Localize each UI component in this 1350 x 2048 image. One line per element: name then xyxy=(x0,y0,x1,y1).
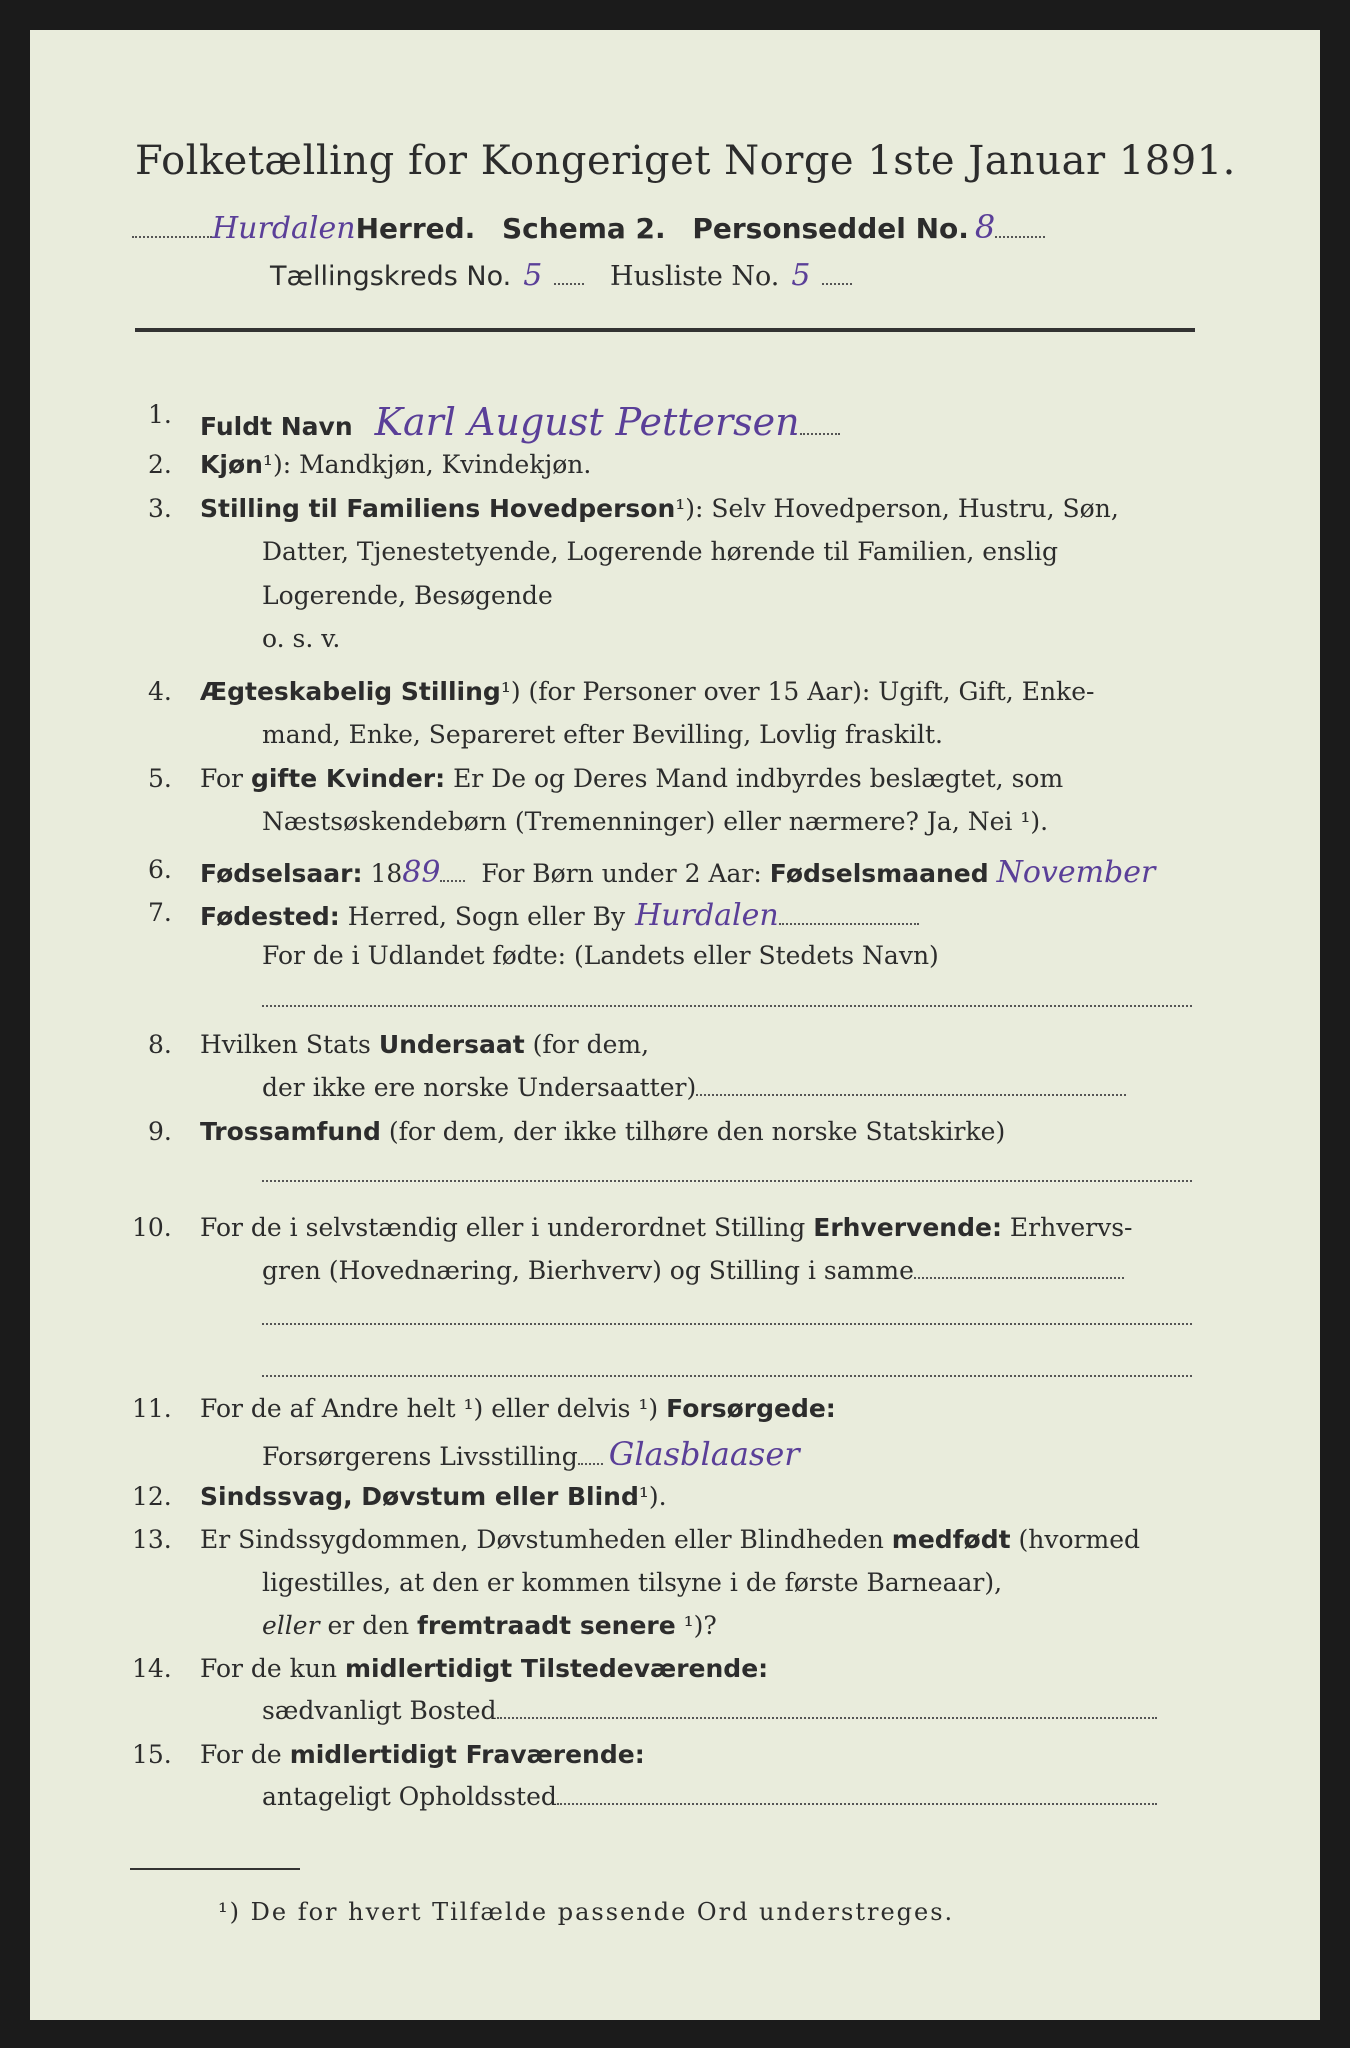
item-11-line-2-text: Forsørgerens Livsstilling xyxy=(262,1442,578,1471)
item-10-dotted-line-2 xyxy=(262,1375,1192,1377)
item-15-line-2-text: antageligt Opholdssted xyxy=(262,1782,557,1811)
item-13-text: Er Sindssygdommen, Døvstumheden eller Blindheden xyxy=(200,1525,884,1554)
item-6-number: 6. xyxy=(148,855,172,884)
item-4 xyxy=(200,677,1094,706)
item-12-text: ¹). xyxy=(638,1482,667,1511)
item-7-line-2: For de i Udlandet fødte: (Landets eller Stedets Navn) xyxy=(262,941,939,970)
item-8-line-2-text: der ikke ere norske Undersaatter) xyxy=(262,1073,697,1102)
item-3 xyxy=(200,494,1119,523)
item-10-number: 10. xyxy=(132,1213,172,1242)
footnote-rule xyxy=(130,1868,300,1870)
birth-year-handwritten: 89 xyxy=(402,855,441,890)
item-1-number: 1. xyxy=(148,400,172,429)
item-13-label: medfødt xyxy=(891,1525,1011,1554)
item-6 xyxy=(200,855,1155,890)
item-14-line-2 xyxy=(262,1696,1157,1725)
item-14-number: 14. xyxy=(132,1654,172,1683)
item-3-line-4: o. s. v. xyxy=(262,624,341,653)
form-title: Folketælling for Kongeriget Norge 1ste Januar 1891. xyxy=(135,138,1236,184)
item-15-text: For de xyxy=(200,1740,282,1769)
birthplace-handwritten: Hurdalen xyxy=(635,898,779,933)
kreds-label: Tællingskreds No. xyxy=(270,261,512,292)
item-6-label: Fødselsaar: xyxy=(200,859,363,888)
item-3-line-2: Datter, Tjenestetyende, Logerende hørende til Familien, enslig xyxy=(262,537,1059,566)
item-11-number: 11. xyxy=(132,1394,172,1423)
item-13-line-3-text: er den xyxy=(327,1611,410,1640)
item-1 xyxy=(200,400,840,444)
husliste-label: Husliste No. xyxy=(610,261,780,292)
item-4-label: Ægteskabelig Stilling xyxy=(200,677,501,706)
item-7-label: Fødested: xyxy=(200,902,340,931)
item-10 xyxy=(200,1213,1132,1242)
item-9 xyxy=(200,1117,1005,1146)
item-10-line-2-text: gren (Hovednæring, Bierhverv) og Stilling i samme xyxy=(262,1256,914,1285)
item-14-text: For de kun xyxy=(200,1654,338,1683)
personseddel-label: Personseddel No. xyxy=(692,212,969,245)
item-12-label: Sindssvag, Døvstum eller Blind xyxy=(200,1482,639,1511)
census-form xyxy=(30,30,1320,2020)
item-1-name-handwritten: Karl August Pettersen xyxy=(374,400,800,444)
item-8 xyxy=(200,1030,649,1059)
item-6-prefix: 18 xyxy=(370,859,403,888)
header-row-2 xyxy=(270,258,852,293)
header-row-1 xyxy=(132,208,1045,246)
item-9-number: 9. xyxy=(148,1117,172,1146)
item-7-dotted-line xyxy=(262,1005,1192,1007)
item-10-dotted-line-1 xyxy=(262,1323,1192,1325)
item-12 xyxy=(200,1482,667,1511)
schema-label: Schema 2. xyxy=(502,212,666,245)
item-9-dotted-line xyxy=(262,1180,1192,1182)
item-2-label: Kjøn xyxy=(200,450,263,479)
item-15-number: 15. xyxy=(132,1740,172,1769)
item-3-line-3: Logerende, Besøgende xyxy=(262,581,553,610)
item-5-lead: For xyxy=(200,764,243,793)
husliste-handwritten: 5 xyxy=(791,258,811,293)
item-3-number: 3. xyxy=(148,494,172,523)
item-14 xyxy=(200,1654,768,1683)
item-4-text: ¹) (for Personer over 15 Aar): Ugift, Gift, Enke- xyxy=(500,677,1095,706)
provider-occupation-handwritten: Glasblaaser xyxy=(608,1435,800,1473)
item-5-line-2: Næstsøskendebørn (Tremenninger) eller nærmere? Ja, Nei ¹). xyxy=(262,807,1049,836)
item-14-label: midlertidigt Tilstedeværende: xyxy=(344,1654,769,1683)
item-8-number: 8. xyxy=(148,1030,172,1059)
item-9-text: (for dem, der ikke tilhøre den norske Statskirke) xyxy=(388,1117,1006,1146)
item-8-label: Undersaat xyxy=(378,1030,525,1059)
item-7 xyxy=(200,898,919,933)
item-13-line-3-end: ¹)? xyxy=(683,1611,717,1640)
item-13-line-3-label: fremtraadt senere xyxy=(417,1611,676,1640)
herred-handwritten: Hurdalen xyxy=(212,211,356,246)
item-6-month-label: Fødselsmaaned xyxy=(769,859,989,888)
item-8-text-2: (for dem, xyxy=(532,1030,650,1059)
item-12-number: 12. xyxy=(132,1482,172,1511)
item-10-text: For de i selvstændig eller i underordnet Stilling xyxy=(200,1213,806,1242)
item-15-line-2 xyxy=(262,1782,1157,1811)
item-2-text: ¹): Mandkjøn, Kvindekjøn. xyxy=(262,450,592,479)
item-13-line-3-lead: eller xyxy=(262,1611,320,1640)
item-1-label: Fuldt Navn xyxy=(200,412,353,441)
item-7-text: Herred, Sogn eller By xyxy=(347,902,626,931)
item-11 xyxy=(200,1394,836,1423)
header-rule xyxy=(135,328,1195,332)
item-6-text: For Børn under 2 Aar: xyxy=(481,859,762,888)
footnote: ¹) De for hvert Tilfælde passende Ord understreges. xyxy=(218,1898,955,1926)
item-7-number: 7. xyxy=(148,898,172,927)
herred-label: Herred. xyxy=(355,212,476,245)
item-10-line-2 xyxy=(262,1256,1124,1285)
item-11-label: Forsørgede: xyxy=(666,1394,836,1423)
item-9-label: Trossamfund xyxy=(200,1117,381,1146)
item-4-number: 4. xyxy=(148,677,172,706)
item-5-number: 5. xyxy=(148,764,172,793)
item-2 xyxy=(200,450,591,479)
item-13-text-2: (hvormed xyxy=(1018,1525,1141,1554)
item-5-text: Er De og Deres Mand indbyrdes beslægtet, som xyxy=(453,764,1064,793)
item-13-line-3 xyxy=(262,1611,717,1640)
personseddel-handwritten: 8 xyxy=(974,208,996,246)
item-10-label: Erhvervende: xyxy=(813,1213,1002,1242)
item-4-line-2: mand, Enke, Separeret efter Bevilling, Lovlig fraskilt. xyxy=(262,720,943,749)
item-5 xyxy=(200,764,1063,793)
item-13 xyxy=(200,1525,1140,1554)
item-8-line-2 xyxy=(262,1073,1126,1102)
item-13-line-2: ligestilles, at den er kommen tilsyne i de første Barneaar), xyxy=(262,1568,1003,1597)
item-2-number: 2. xyxy=(148,450,172,479)
item-15 xyxy=(200,1740,645,1769)
item-5-label: gifte Kvinder: xyxy=(250,764,446,793)
kreds-handwritten: 5 xyxy=(523,258,543,293)
item-3-label: Stilling til Familiens Hovedperson xyxy=(200,494,676,523)
item-11-line-2 xyxy=(262,1435,800,1473)
item-13-number: 13. xyxy=(132,1525,172,1554)
item-15-label: midlertidigt Fraværende: xyxy=(289,1740,645,1769)
birth-month-handwritten: November xyxy=(996,855,1156,890)
item-14-line-2-text: sædvanligt Bosted xyxy=(262,1696,497,1725)
item-11-text: For de af Andre helt ¹) eller delvis ¹) xyxy=(200,1394,659,1423)
item-3-text: ¹): Selv Hovedperson, Hustru, Søn, xyxy=(675,494,1119,523)
item-10-text-2: Erhvervs- xyxy=(1009,1213,1133,1242)
item-8-text: Hvilken Stats xyxy=(200,1030,371,1059)
